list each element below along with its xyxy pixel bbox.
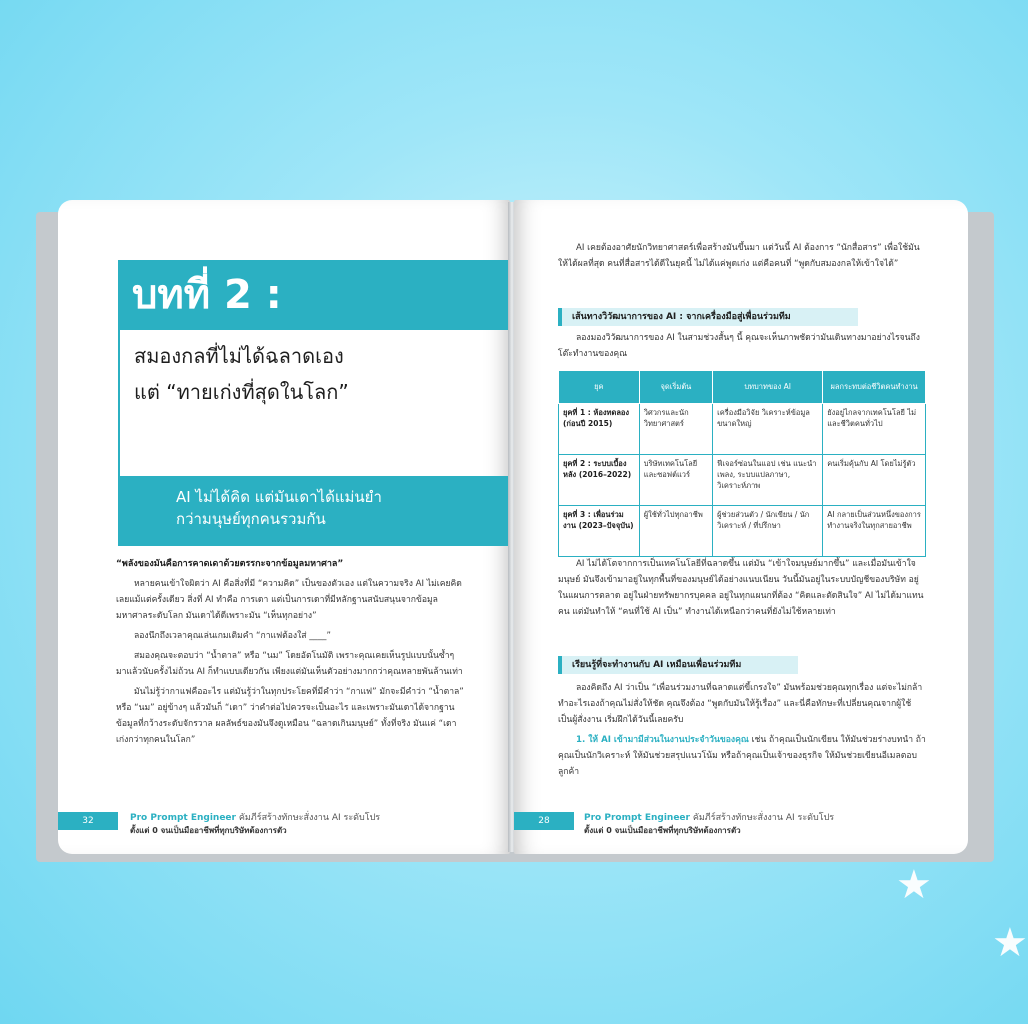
chapter-subtitle-line: สมองกลที่ไม่ได้ฉลาดเอง (134, 344, 344, 368)
paragraph: AI ไม่ได้โตจากการเป็นเทคโนโลยีที่ฉลาดขึ้น แต่มัน “เข้าใจมนุษย์มากขึ้น” และเมื่อมันเข้าใจมนุษย์ มันจึงเข้ามาอยู่ในทุกพื้นที่ของมนุษย์ได้อย่างแนบเนียน วันนี้มันอยู่ในระบบบัญชีของบริษัท อยู่ในแผนการตลาด อยู่ในฝ่ายทรัพยากรบุคคล อยู่ในทุกแผนกที่ต้อง “คิดและตัดสินใจ” AI ไม่ได้มาแทนคน แต่มันทำให้ “คนที่ใช้ AI เป็น” ทำงานได้เหนือกว่าคนที่ยังไม่ใช้หลายเท่า (558, 559, 924, 617)
footer-subtitle: ตั้งแต่ 0 จนเป็นมืออาชีพที่ทุกบริษัทต้องการตัว (584, 826, 741, 835)
table-cell: ผู้ช่วยส่วนตัว / นักเขียน / นักวิเคราะห์ / ที่ปรึกษา (713, 506, 823, 557)
chapter-title: บทที่ 2 : (118, 260, 510, 330)
section-heading-evolution: เส้นทางวิวัฒนาการของ AI : จากเครื่องมือสู่เพื่อนร่วมทีม (558, 308, 858, 326)
footer-title (584, 810, 834, 824)
page-footer (514, 804, 968, 838)
paragraph: มันไม่รู้ว่ากาแฟคืออะไร แต่มันรู้ว่าในทุกประโยคที่มีคำว่า “กาแฟ” มักจะมีคำว่า “น้ำตาล” หรือ “นม” อยู่ข้างๆ แล้วมันก็ “เดา” ว่าคำต่อไปควรจะเป็นอะไร และเพราะมันเดาได้จากฐานข้อมูลที่กว้างระดับจักรวาล ผลลัพธ์ของมันจึงดูเหมือน “ฉลาดเกินมนุษย์” ทั้งที่จริง มันแค่ “เดาเก่งกว่าทุกคนในโลก” (116, 687, 464, 745)
left-body (116, 556, 466, 752)
section-heading-line: กว่ามนุษย์ทุกคนรวมกัน (176, 510, 326, 528)
table-cell: AI กลายเป็นส่วนหนึ่งของการทำงานจริงในทุกสายอาชีพ (823, 506, 926, 557)
footer-subtitle: ตั้งแต่ 0 จนเป็นมืออาชีพที่ทุกบริษัทต้องการตัว (130, 826, 287, 835)
section-heading-line: AI ไม่ได้คิด แต่มันเดาได้แม่นยำ (176, 488, 382, 506)
paragraph: สมองคุณจะตอบว่า “น้ำตาล” หรือ “นม” โดยอัตโนมัติ เพราะคุณเคยเห็นรูปแบบนั้นซ้ำๆ มาแล้วนับครั้งไม่ถ้วน AI ก็ทำแบบเดียวกัน เพียงแต่มันเห็นตัวอย่างมากกว่าคุณหลายพันล้านเท่า (116, 651, 463, 677)
paragraph: หลายคนเข้าใจผิดว่า AI คือสิ่งที่มี “ความคิด” เป็นของตัวเอง แต่ในความจริง AI ไม่เคยคิดเลยแม้แต่ครั้งเดียว สิ่งที่ AI ทำคือ การเดา แต่เป็นการเดาที่มีหลักฐานสนับสนุนจากข้อมูลมหาศาลระดับโลก มันเดาได้ดีเพราะมัน “เห็นทุกอย่าง” (116, 579, 462, 621)
table-cell: ยุคที่ 1 : ห้องทดลอง (ก่อนปี 2015) (559, 404, 640, 455)
table-cell: บริษัทเทคโนโลยีและซอฟต์แวร์ (639, 455, 712, 506)
table-cell: ผู้ใช้ทั่วไปทุกอาชีพ (639, 506, 712, 557)
table-row (559, 455, 926, 506)
section-heading (118, 476, 510, 546)
table-row (559, 404, 926, 455)
table-cell: ยังอยู่ไกลจากเทคโนโลยี ไม่และชีวิตคนทั่วไป (823, 404, 926, 455)
footer-tagline: คัมภีร์สร้างทักษะสั่งงาน AI ระดับโปร (692, 813, 835, 823)
list-item-title: 1. ให้ AI เข้ามามีส่วนในงานประจำวันของคุณ (576, 735, 749, 745)
paragraph: ลองนึกถึงเวลาคุณเล่นเกมเติมคำ “กาแฟต้องใส่ ____” (134, 631, 331, 641)
paragraph: ลองมองวิวัฒนาการของ AI ในสามช่วงสั้นๆ นี้ คุณจะเห็นภาพชัดว่ามันเดินทางมาอย่างไรจนถึงโต๊ะทำงานของคุณ (558, 333, 920, 359)
evolution-table (558, 370, 926, 557)
table-cell: คนเริ่มคุ้นกับ AI โดยไม่รู้ตัว (823, 455, 926, 506)
star-icon: ★ (896, 862, 932, 908)
footer-tagline: คัมภีร์สร้างทักษะสั่งงาน AI ระดับโปร (238, 813, 381, 823)
table-cell: ยุคที่ 2 : ระบบเบื้องหลัง (2016–2022) (559, 455, 640, 506)
list-item (558, 732, 928, 780)
footer-brand: Pro Prompt Engineer (584, 813, 690, 823)
table-header: บทบาทของ AI (713, 371, 823, 404)
table-cell: ยุคที่ 3 : เพื่อนร่วมงาน (2023–ปัจจุบัน) (559, 506, 640, 557)
page-footer (58, 804, 510, 838)
intro-block (558, 240, 928, 276)
right-page (514, 200, 968, 854)
table-row (559, 506, 926, 557)
after-table-block (558, 556, 928, 624)
table-header: ผลกระทบต่อชีวิตคนทำงาน (823, 371, 926, 404)
table-cell: วิศวกรและนักวิทยาศาสตร์ (639, 404, 712, 455)
star-icon: ★ (992, 920, 1028, 966)
table-cell: ฟีเจอร์ซ่อนในแอป เช่น แนะนำเพลง, ระบบแปลภาษา, วิเคราะห์ภาพ (713, 455, 823, 506)
evolution-intro (558, 330, 928, 366)
left-page (58, 200, 510, 854)
footer-title (130, 810, 380, 824)
teamwork-block (558, 680, 928, 784)
section-heading-teamwork: เรียนรู้ที่จะทำงานกับ AI เหมือนเพื่อนร่วมทีม (558, 656, 798, 674)
table-header-row (559, 371, 926, 404)
list-item-text: เช่น ถ้าคุณเป็นนักเขียน ให้มันช่วยร่างบทนำ ถ้าคุณเป็นนักวิเคราะห์ ให้มันช่วยสรุปแนวโน้ม หรือถ้าคุณเป็นเจ้าของธุรกิจ ให้มันช่วยเขียนอีเมลตอบลูกค้า (558, 735, 926, 777)
bold-quote: “พลังของมันคือการคาดเดาด้วยตรรกะจากข้อมูลมหาศาล” (116, 559, 344, 569)
page-number: 32 (58, 812, 118, 830)
paragraph: AI เคยต้องอาศัยนักวิทยาศาสตร์เพื่อสร้างมันขึ้นมา แต่วันนี้ AI ต้องการ “นักสื่อสาร” เพื่อใช้มันให้ได้ผลที่สุด คนที่สื่อสารได้ดีในยุคนี้ ไม่ได้แค่พูดเก่ง แต่คือคนที่ “พูดกับสมองกลให้เข้าใจได้” (558, 243, 920, 269)
footer-brand: Pro Prompt Engineer (130, 813, 236, 823)
table-header: ยุค (559, 371, 640, 404)
page-number: 28 (514, 812, 574, 830)
chapter-subtitle-line: แต่ “ทายเก่งที่สุดในโลก” (134, 380, 349, 404)
table-cell: เครื่องมือวิจัย วิเคราะห์ข้อมูลขนาดใหญ่ (713, 404, 823, 455)
table-header: จุดเริ่มต้น (639, 371, 712, 404)
paragraph: ลองคิดถึง AI ว่าเป็น “เพื่อนร่วมงานที่ฉลาดแต่ขี้เกรงใจ” มันพร้อมช่วยคุณทุกเรื่อง แต่จะไม่กล้าทำอะไรเองถ้าคุณไม่สั่งให้ชัด คุณจึงต้อง “พูดกับมันให้รู้เรื่อง” และนี่คือทักษะที่เปลี่ยนคุณจากผู้ใช้ เป็นผู้สั่งงาน เริ่มฝึกได้วันนี้เลยครับ (558, 683, 923, 725)
